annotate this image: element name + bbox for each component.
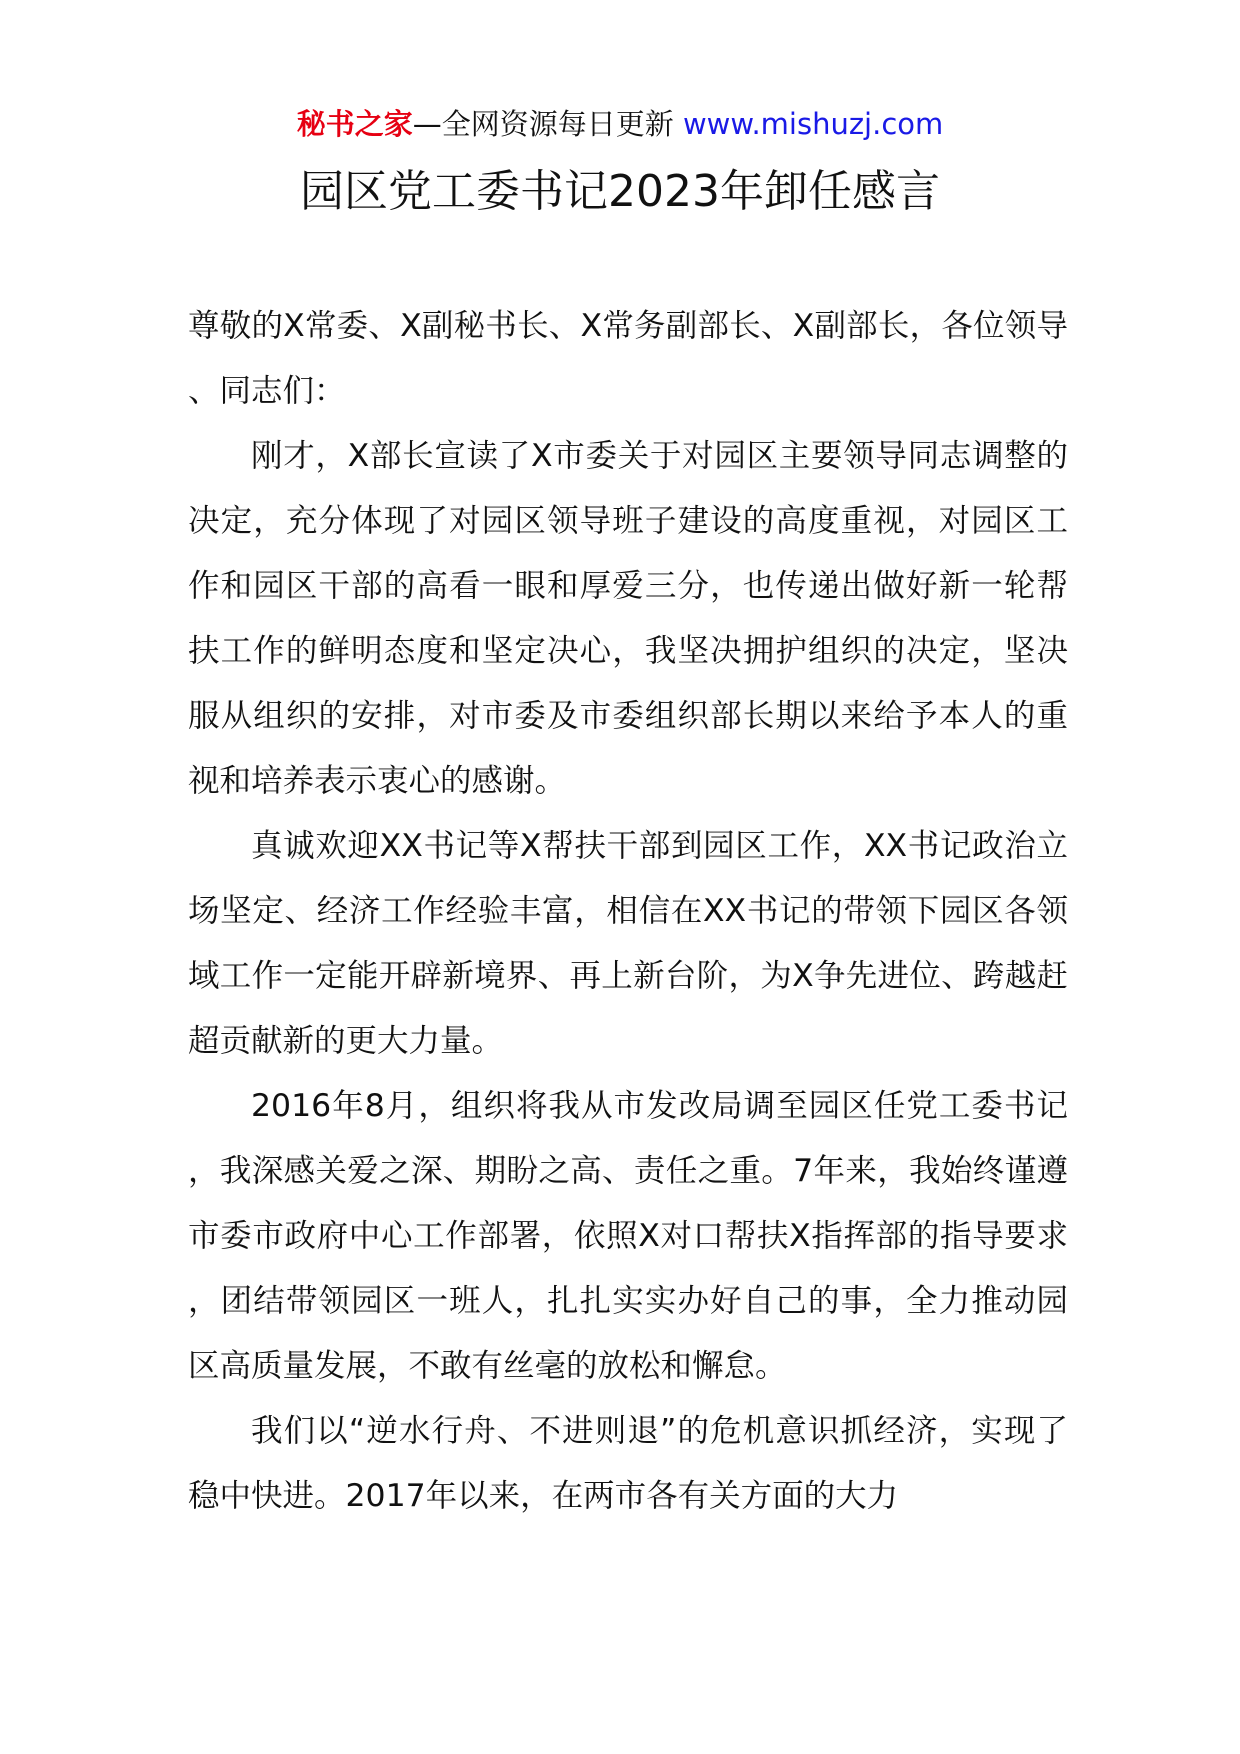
site-url-link[interactable]: www.mishuzj.com xyxy=(682,107,944,141)
site-brand: 秘书之家 xyxy=(296,107,413,141)
body-paragraph: 2016年8月，组织将我从市发改局调至园区任党工委书记，我深感关爱之深、期盼之高、责任之重。7年来，我始终谨遵市委市政府中心工作部署，依照X对口帮扶X指挥部的指导要求，团结带领园区一班人，扎扎实实办好自己的事，全力推动园区高质量发展，不敢有丝毫的放松和懈怠。 xyxy=(188,1088,1068,1384)
document-title: 园区党工委书记2023年卸任感言 xyxy=(300,166,940,217)
document-body xyxy=(188,294,1068,1529)
body-paragraph: 我们以“逆水行舟、不进则退”的危机意识抓经济，实现了稳中快进。2017年以来，在两市各有关方面的大力 xyxy=(188,1413,1068,1514)
body-paragraph: 刚才，X部长宣读了X市委关于对园区主要领导同志调整的决定，充分体现了对园区领导班子建设的高度重视，对园区工作和园区干部的高看一眼和厚爱三分，也传递出做好新一轮帮扶工作的鲜明态度和坚定决心，我坚决拥护组织的决定，坚决服从组织的安排，对市委及市委组织部长期以来给予本人的重视和培养表示衷心的感谢。 xyxy=(188,438,1068,799)
site-tagline: —全网资源每日更新 xyxy=(412,107,683,141)
body-paragraph: 真诚欢迎XX书记等X帮扶干部到园区工作，XX书记政治立场坚定、经济工作经验丰富，相信在XX书记的带领下园区各领域工作一定能开辟新境界、再上新台阶，为X争先进位、跨越赶超贡献新的更大力量。 xyxy=(188,828,1068,1059)
salutation-paragraph: 尊敬的X常委、X副秘书长、X常务副部长、X副部长，各位领导、同志们： xyxy=(188,308,1068,409)
site-header xyxy=(0,104,1240,144)
